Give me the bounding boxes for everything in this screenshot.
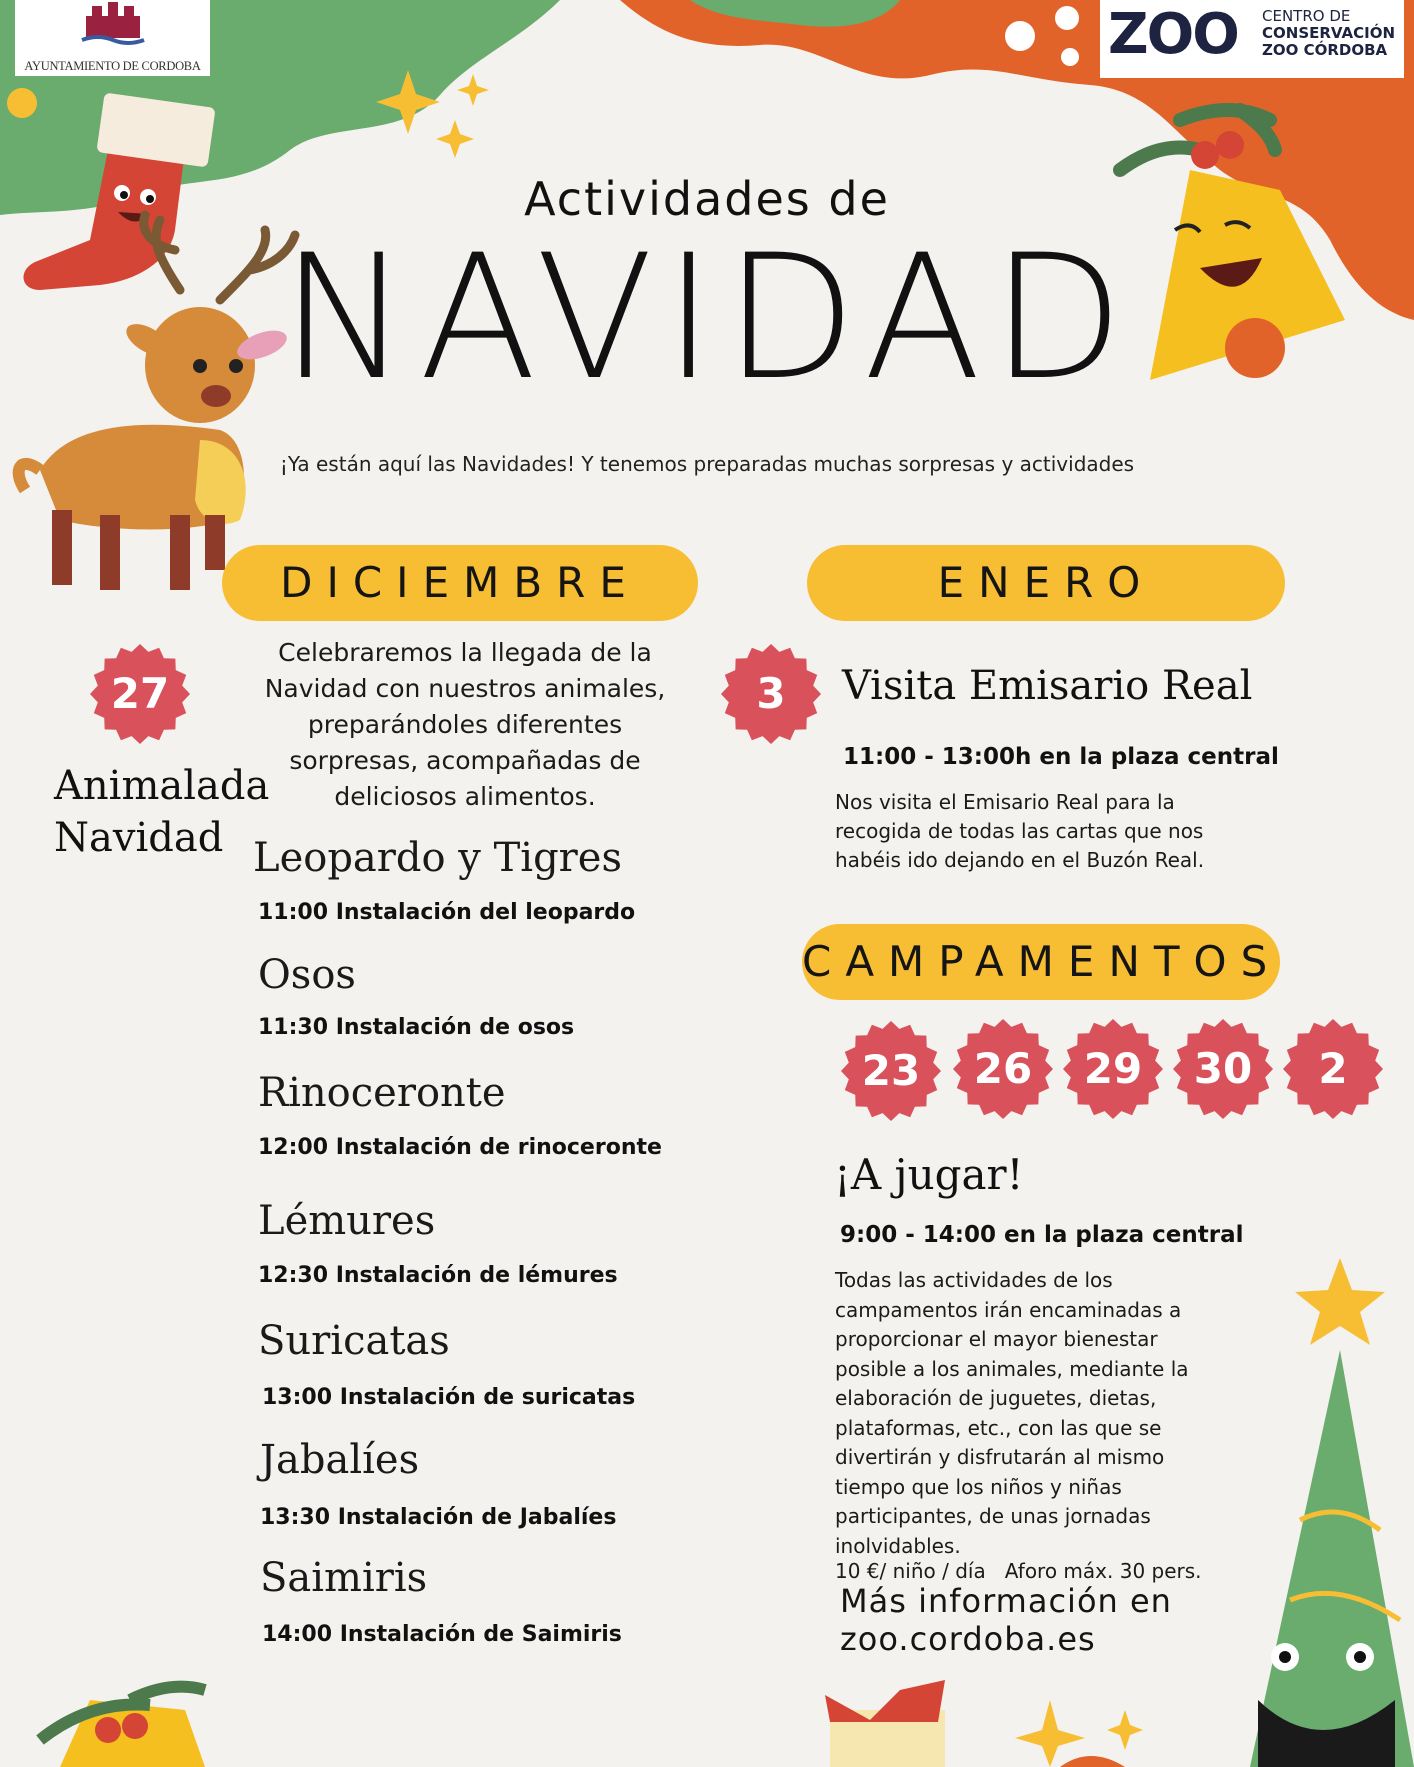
animal-name: Leopardo y Tigres bbox=[253, 835, 623, 881]
more-info bbox=[840, 1582, 1172, 1658]
animal-name: Jabalíes bbox=[260, 1437, 420, 1483]
ayuntamiento-logo bbox=[15, 0, 210, 76]
yellow-dot bbox=[7, 88, 37, 118]
animal-name: Lémures bbox=[258, 1198, 436, 1244]
date-badge-number: 27 bbox=[110, 669, 170, 718]
enero-description: Nos visita el Emisario Real para la recogida de todas las cartas que nos habéis ido dejando en el Buzón Real. bbox=[835, 790, 1205, 872]
event-title bbox=[54, 760, 269, 864]
bottom-left-bell bbox=[40, 1687, 205, 1767]
campamentos-description: Todas las actividades de los campamentos irán encaminadas a proporcionar el mayor bienestar posible a los animales, mediante la elaboración de juguetes, dietas, plataformas, etc., con las que se divertirán y disfrutarán al mismo tiempo que los niños y niñas participantes, de unas jornadas inolvidables. bbox=[835, 1268, 1189, 1558]
dot bbox=[1005, 21, 1035, 51]
diciembre-heading: DICIEMBRE bbox=[222, 545, 698, 621]
date-badge-number: 2 bbox=[1318, 1044, 1348, 1093]
animal-name: Saimiris bbox=[260, 1555, 428, 1601]
zoo-wordmark: ZOO bbox=[1108, 2, 1238, 67]
diciembre-description: Celebraremos la llegada de la Navidad con nuestros animales, preparándoles diferentes sorpresas, acompañadas de deliciosos alimentos. bbox=[264, 638, 666, 811]
animal-schedule: 11:30 Instalación de osos bbox=[258, 1015, 575, 1040]
campamentos-title: ¡A jugar! bbox=[834, 1150, 1024, 1199]
animal-name: Rinoceronte bbox=[258, 1070, 506, 1116]
dot bbox=[1055, 6, 1079, 30]
campamentos-price: 10 €/ niño / día Aforo máx. 30 pers. bbox=[835, 1559, 1202, 1583]
date-badge bbox=[1173, 1019, 1273, 1119]
date-badge-number: 30 bbox=[1193, 1044, 1253, 1093]
date-badge-number: 23 bbox=[861, 1046, 921, 1095]
animal-name: Osos bbox=[258, 952, 356, 998]
animal-schedule: 12:30 Instalación de lémures bbox=[258, 1263, 618, 1288]
animal-name: Suricatas bbox=[258, 1318, 450, 1364]
date-badge bbox=[841, 1021, 941, 1121]
event-title-line: Animalada bbox=[54, 763, 270, 809]
enero-event-title: Visita Emisario Real bbox=[842, 663, 1253, 709]
ayuntamiento-caption: AYUNTAMIENTO DE CORDOBA bbox=[24, 59, 201, 73]
event-title-line: Navidad bbox=[54, 815, 224, 861]
date-badge-number: 29 bbox=[1083, 1044, 1143, 1093]
gift-illustration bbox=[825, 1680, 945, 1767]
zoo-logo-line: CENTRO DE bbox=[1262, 7, 1351, 25]
zoo-logo-line: ZOO CÓRDOBA bbox=[1262, 41, 1388, 59]
page-subtitle: Actividades de bbox=[524, 172, 890, 226]
zoo-logo-line: CONSERVACIÓN bbox=[1262, 24, 1396, 42]
more-info-label: Más información en bbox=[840, 1582, 1172, 1620]
sparkle-icon bbox=[1015, 1700, 1085, 1767]
date-badge-number: 26 bbox=[973, 1044, 1033, 1093]
animal-schedule: 13:30 Instalación de Jabalíes bbox=[260, 1505, 617, 1530]
tree-illustration bbox=[1250, 1258, 1414, 1767]
date-badge bbox=[953, 1019, 1053, 1119]
date-badge bbox=[1283, 1019, 1383, 1119]
campamentos-time: 9:00 - 14:00 en la plaza central bbox=[840, 1222, 1244, 1248]
enero-heading: ENERO bbox=[807, 545, 1285, 621]
dot bbox=[1061, 48, 1079, 66]
animal-schedule: 12:00 Instalación de rinoceronte bbox=[258, 1135, 662, 1160]
enero-time: 11:00 - 13:00h en la plaza central bbox=[843, 744, 1279, 770]
zoo-logo-text bbox=[1262, 8, 1395, 59]
campamentos-heading: CAMPAMENTOS bbox=[802, 924, 1280, 1000]
date-badge bbox=[90, 644, 190, 744]
page-title: NAVIDAD bbox=[280, 217, 1134, 418]
date-badge bbox=[721, 644, 821, 744]
intro-text: ¡Ya están aquí las Navidades! Y tenemos preparadas muchas sorpresas y actividades bbox=[279, 452, 1135, 476]
animal-schedule: 13:00 Instalación de suricatas bbox=[262, 1385, 636, 1410]
animal-schedule: 14:00 Instalación de Saimiris bbox=[262, 1622, 622, 1647]
date-badge bbox=[1063, 1019, 1163, 1119]
date-badge-number: 3 bbox=[756, 669, 786, 718]
city-crest-icon bbox=[78, 2, 148, 48]
ornament-arc bbox=[1060, 1756, 1125, 1767]
animal-schedule: 11:00 Instalación del leopardo bbox=[258, 900, 636, 925]
more-info-link[interactable]: zoo.cordoba.es bbox=[840, 1620, 1096, 1658]
sparkle-icon bbox=[1107, 1710, 1143, 1750]
zoo-logo bbox=[1100, 0, 1404, 78]
